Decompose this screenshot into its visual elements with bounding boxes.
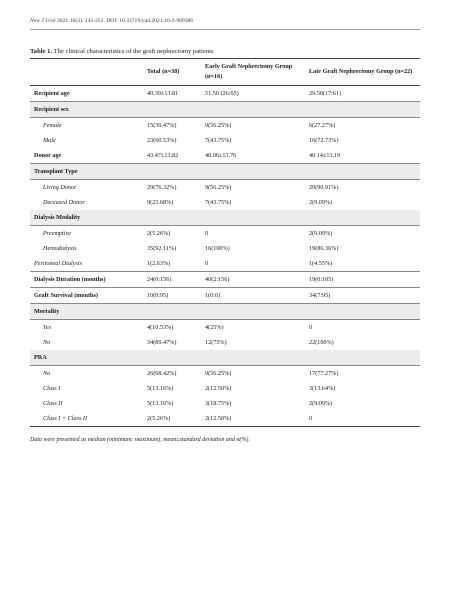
row-label: Dialysis Modality (30, 210, 143, 226)
document-page (30, 18, 420, 443)
cell-total: 1(2.63%) (143, 256, 201, 272)
cell-total: 10(0:95) (143, 288, 201, 304)
cell-total: 35(92.11%) (147, 245, 177, 252)
cell-early: 0 (201, 256, 305, 272)
row-label: Donor age (30, 148, 143, 164)
journal-name: New J Urol (30, 18, 56, 24)
cell-late (305, 210, 420, 226)
row-label: Female (43, 122, 62, 129)
cell-late: 1(4.55%) (305, 256, 420, 272)
row-label: Male (43, 137, 56, 144)
cell-total: 15(39.47%) (147, 122, 177, 129)
cell-total (143, 210, 201, 226)
cell-late: 0 (305, 411, 420, 427)
cell-early: 40(2:156) (201, 272, 305, 288)
table-row (30, 180, 420, 196)
cell-early: 3(18.75%) (205, 400, 232, 407)
section-row (30, 350, 420, 366)
row-label: Recipient age (30, 86, 143, 102)
row-label: No (43, 339, 51, 346)
cell-late: 20(90.91%) (309, 184, 339, 191)
cell-total (143, 102, 201, 118)
cell-late: 2(9.09%) (309, 230, 333, 237)
cell-total: 2(5.26%) (147, 230, 171, 237)
table-title: The clinical characteristics of the graft nephrectomy patients (53, 48, 214, 55)
table-row (30, 396, 420, 411)
cell-total: 40.39±13.81 (143, 86, 201, 102)
table-row (30, 272, 420, 288)
cell-early: 51.50 (26:65) (201, 86, 305, 102)
table-row (30, 118, 420, 134)
cell-early: 2(12.50%) (205, 385, 232, 392)
cell-late (305, 102, 420, 118)
cell-early: 7(43.75%) (205, 199, 232, 206)
cell-total: 5(13.16%) (147, 385, 174, 392)
cell-early: 4(25%) (205, 324, 224, 331)
row-label: Yes (43, 324, 52, 331)
cell-late: 17(77.27%) (309, 370, 339, 377)
table-row (30, 320, 420, 336)
cell-total (143, 164, 201, 180)
row-label: Mortality (30, 304, 143, 320)
table-label: Table 1. (30, 48, 53, 55)
row-label: Recipient sex (30, 102, 143, 118)
cell-early (201, 210, 305, 226)
table-caption (30, 48, 420, 56)
cell-early (201, 350, 305, 366)
cell-early: 16(100%) (205, 245, 230, 252)
header-total: Total (n=38) (147, 68, 180, 75)
cell-late: 29.50(17:61) (305, 86, 420, 102)
cell-late: 22(100%) (309, 339, 334, 346)
cell-late: 19(0:105) (305, 272, 420, 288)
cell-late: 0 (309, 324, 313, 331)
table-row (30, 226, 420, 242)
table-row (30, 335, 420, 350)
cell-early: 2(12.50%) (201, 411, 305, 427)
row-label: Class I + Class II (30, 411, 143, 427)
table-row (30, 411, 420, 427)
cell-early: 48.06±13.76 (201, 148, 305, 164)
cell-late: 3(13.64%) (309, 385, 336, 392)
cell-late: 40.14±13.19 (305, 148, 420, 164)
row-label: Class I (43, 385, 61, 392)
citation-doi: 2021;16(3): 245-253. DOI: 10.33719/yud.2021;16-3-909386 (57, 18, 194, 24)
section-row (30, 304, 420, 320)
cell-early: 9(56.25%) (205, 122, 232, 129)
running-head (30, 18, 420, 30)
cell-late (305, 304, 420, 320)
section-row (30, 164, 420, 180)
table-row (30, 288, 420, 304)
cell-late (305, 164, 420, 180)
table-row (30, 195, 420, 210)
row-label: Peritoneal Dialysis (30, 256, 143, 272)
cell-early: 7(43.75%) (205, 137, 232, 144)
cell-total: 4(10.53%) (147, 324, 174, 331)
cell-total: 34(89.47%) (147, 339, 177, 346)
cell-total: 5(13.16%) (147, 400, 174, 407)
table-row (30, 148, 420, 164)
cell-total (143, 350, 201, 366)
table-row (30, 86, 420, 102)
row-label: Hemodialysis (43, 245, 77, 252)
header-late-group: Late Graft Nephrectomy Group (n=22) (309, 68, 413, 75)
cell-early: 12(75%) (205, 339, 227, 346)
section-row (30, 210, 420, 226)
cell-early: 0 (205, 230, 209, 237)
table-body (30, 86, 420, 427)
cell-late (305, 350, 420, 366)
cell-total: 9(23.68%) (147, 199, 174, 206)
cell-late: 19(86.36%) (309, 245, 339, 252)
cell-early: 1(0:6) (201, 288, 305, 304)
cell-late: 2(9.09%) (309, 199, 333, 206)
table-row (30, 381, 420, 396)
row-label: Living Donor (43, 184, 77, 191)
table-footnote: Data were presented as median (minimum: maximum), mean±standard deviation and n(%). (30, 437, 250, 443)
cell-total: 29(76.32%) (147, 184, 177, 191)
cell-early: 9(56.25%) (205, 184, 232, 191)
table-row (30, 133, 420, 148)
row-label: Transplant Type (30, 164, 143, 180)
cell-total: 23(60.53%) (147, 137, 177, 144)
table-row (30, 366, 420, 382)
row-label: No (43, 370, 51, 377)
cell-total (143, 304, 201, 320)
row-label: Graft Survival (months) (30, 288, 143, 304)
section-row (30, 102, 420, 118)
cell-late: 2(9.09%) (309, 400, 333, 407)
row-label: Preemptive (43, 230, 71, 237)
header-row (30, 59, 420, 86)
row-label: PRA (30, 350, 143, 366)
header-early-group: Early Graft Nephrectomy Group (n=16) (205, 63, 293, 80)
table-row (30, 241, 420, 256)
cell-late: 16(72.73%) (309, 137, 339, 144)
header-blank (30, 59, 143, 86)
row-label: Dialysis Duration (months) (30, 272, 143, 288)
cell-total: 2(5.26%) (143, 411, 201, 427)
cell-early: 9(56.25%) (205, 370, 232, 377)
cell-early (201, 304, 305, 320)
cell-early (201, 164, 305, 180)
table-row (30, 256, 420, 272)
table-header (30, 59, 420, 86)
row-label: Class II (43, 400, 63, 407)
cell-total: 43.47±13.82 (143, 148, 201, 164)
cell-total: 24(0:156) (143, 272, 201, 288)
cell-early (201, 102, 305, 118)
cell-late: 6(27.27%) (309, 122, 336, 129)
characteristics-table (30, 58, 420, 427)
cell-late: 34(7:95) (305, 288, 420, 304)
row-label: Deceased Donor (43, 199, 85, 206)
cell-total: 26(68.42%) (147, 370, 177, 377)
